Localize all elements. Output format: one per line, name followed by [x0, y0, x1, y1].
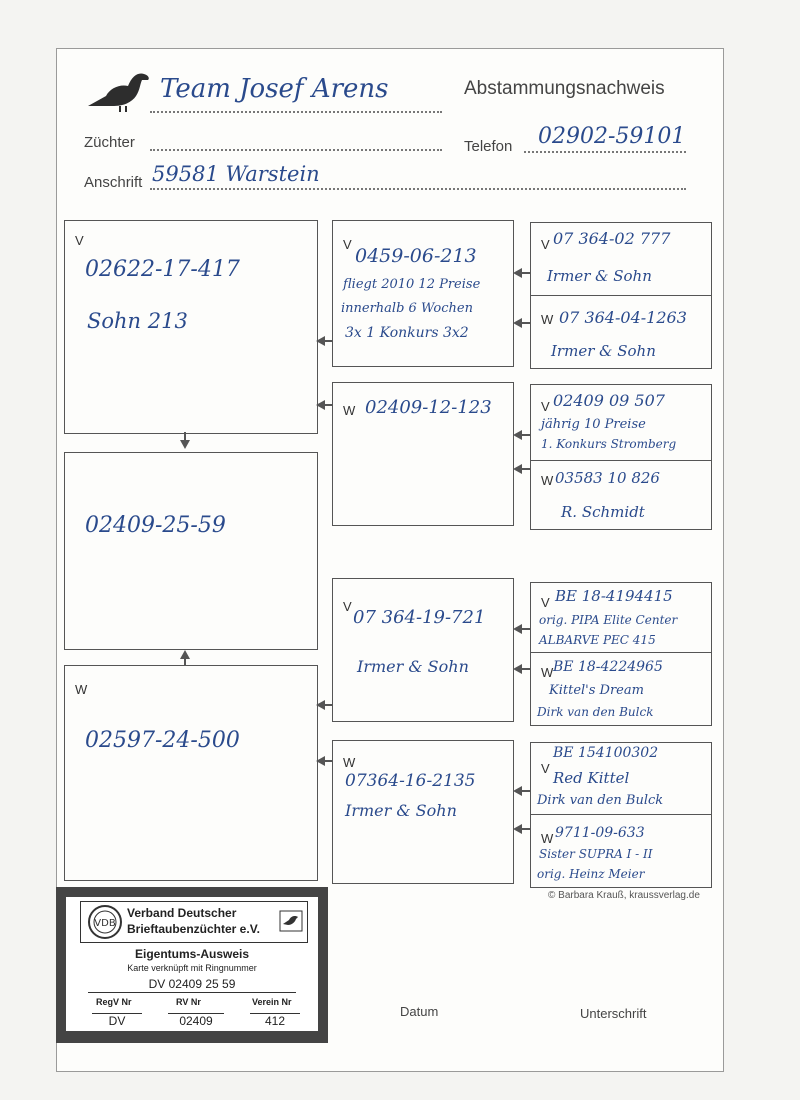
arrow-stem: [521, 434, 530, 436]
ring-number: BE 18-4224965: [553, 659, 663, 675]
arrow-stem: [521, 322, 530, 324]
signature-label: Unterschrift: [580, 1006, 647, 1021]
sex-marker: W: [75, 682, 88, 697]
col-header-rv: RV Nr: [176, 997, 201, 1007]
gen2-dam-sire-box: [332, 578, 514, 722]
date-label: Datum: [400, 1004, 439, 1019]
note-line-1: Red Kittel: [553, 769, 630, 787]
sex-marker: W: [343, 755, 356, 770]
sex-marker: W: [343, 403, 356, 418]
card-header: [80, 901, 308, 943]
gen3-box-7: [530, 742, 712, 816]
pigeon-seal-icon: [279, 910, 303, 932]
sex-marker: V: [343, 237, 352, 252]
sex-marker: W: [541, 473, 554, 488]
note-line-1: Sister SUPRA I - II: [539, 847, 653, 861]
arrow-stem: [324, 704, 332, 706]
gen3-box-1: [530, 222, 712, 296]
ring-number: 07 364-02 777: [553, 229, 671, 248]
ring-number: 02409 09 507: [553, 391, 665, 410]
arrow-stem: [324, 760, 332, 762]
document-title: Abstammungsnachweis: [464, 78, 665, 99]
subject-box: [64, 220, 318, 434]
address-value: 59581 Warstein: [152, 162, 320, 186]
breeder-line: [150, 149, 442, 151]
ring-number: 02622-17-417: [85, 257, 240, 282]
col-value-rv: 02409: [168, 1013, 224, 1028]
vdb-logo-icon: [87, 904, 123, 940]
ring-number: 0459-06-213: [355, 245, 477, 267]
ring-number: 02409-12-123: [365, 397, 492, 418]
ring-number: 07364-16-2135: [345, 771, 476, 791]
ring-number: 07 364-04-1263: [559, 308, 687, 327]
arrow-stem: [324, 404, 332, 406]
note-line: Irmer & Sohn: [551, 342, 656, 360]
gen3-box-3: [530, 384, 712, 462]
col-value-regv: DV: [92, 1013, 142, 1028]
sex-marker: V: [541, 595, 550, 610]
sex-marker: V: [541, 399, 550, 414]
sex-marker: W: [541, 312, 554, 327]
arrow-stem: [521, 828, 530, 830]
note-line-1: jährig 10 Preise: [541, 417, 646, 432]
offspring-box: [64, 452, 318, 650]
note-line-1: Kittel's Dream: [549, 683, 644, 698]
ring-number: 07 364-19-721: [353, 607, 486, 628]
note-line-2: innerhalb 6 Wochen: [341, 301, 473, 316]
card-body: [66, 897, 318, 1031]
gen2-dam-dam-box: [332, 740, 514, 884]
phone-value: 02902-59101: [538, 124, 686, 149]
dam-box: [64, 665, 318, 881]
svg-text:VDB: VDB: [94, 918, 116, 929]
col-header-verein: Verein Nr: [252, 997, 292, 1007]
org-line-1: Verband Deutscher: [127, 906, 237, 920]
ring-number: BE 154100302: [553, 745, 659, 761]
note-line: Irmer & Sohn: [345, 801, 457, 820]
ring-number: 02597-24-500: [85, 728, 240, 753]
sex-marker: W: [541, 665, 554, 680]
card-title: Eigentums-Ausweis: [134, 947, 250, 961]
note-line-1: fliegt 2010 12 Preise: [343, 277, 481, 292]
phone-label: Telefon: [464, 138, 513, 155]
col-value-verein: 412: [250, 1013, 300, 1028]
col-header-regv: RegV Nr: [96, 997, 132, 1007]
phone-line: [524, 151, 686, 153]
note-line: R. Schmidt: [561, 503, 645, 521]
address-line: [150, 188, 686, 190]
arrow-down: [180, 440, 190, 449]
owner-line: [150, 111, 442, 113]
arrow-stem: [521, 790, 530, 792]
breeder-label: Züchter: [84, 134, 135, 151]
gen2-sire-sire-box: [332, 220, 514, 367]
gen3-box-6: [530, 652, 712, 726]
sex-marker: W: [541, 831, 554, 846]
arrow-stem: [184, 658, 186, 665]
org-line-2: Brieftaubenzüchter e.V.: [127, 922, 260, 936]
sex-marker: V: [541, 761, 550, 776]
gen3-box-5: [530, 582, 712, 654]
note-line-2: Dirk van den Bulck: [537, 705, 654, 719]
sex-marker: V: [343, 599, 352, 614]
gen2-sire-dam-box: [332, 382, 514, 526]
gen3-box-2: [530, 295, 712, 369]
address-label: Anschrift: [84, 174, 143, 191]
card-ring-number: DV 02409 25 59: [88, 977, 296, 993]
ownership-card: [56, 887, 328, 1043]
note: Sohn 213: [87, 309, 188, 333]
arrow-stem: [521, 668, 530, 670]
ring-number: 03583 10 826: [555, 469, 660, 487]
note-line-2: Dirk van den Bulck: [537, 793, 664, 808]
ring-number: BE 18-4194415: [555, 587, 673, 605]
note-line-2: orig. Heinz Meier: [537, 867, 645, 881]
note-line-3: 3x 1 Konkurs 3x2: [345, 325, 469, 341]
arrow-stem: [521, 272, 530, 274]
note-line-1: orig. PIPA Elite Center: [539, 613, 678, 627]
note-line-2: ALBARVE PEC 415: [539, 633, 656, 647]
note-line: Irmer & Sohn: [357, 657, 469, 676]
copyright: © Barbara Krauß, kraussverlag.de: [548, 890, 700, 901]
arrow-stem: [521, 628, 530, 630]
arrow-stem: [324, 340, 332, 342]
sex-marker: V: [541, 237, 550, 252]
gen3-box-8: [530, 814, 712, 888]
owner-name: Team Josef Arens: [160, 74, 389, 104]
note-line-2: 1. Konkurs Stromberg: [541, 437, 677, 451]
ring-number: 9711-09-633: [555, 825, 645, 841]
ring-number: 02409-25-59: [85, 513, 226, 538]
card-subtitle: Karte verknüpft mit Ringnummer: [127, 963, 257, 973]
note-line: Irmer & Sohn: [547, 267, 652, 285]
gen3-box-4: [530, 460, 712, 530]
sex-marker: V: [75, 233, 84, 248]
arrow-stem: [184, 432, 186, 441]
pigeon-icon: [84, 66, 152, 114]
arrow-stem: [521, 468, 530, 470]
